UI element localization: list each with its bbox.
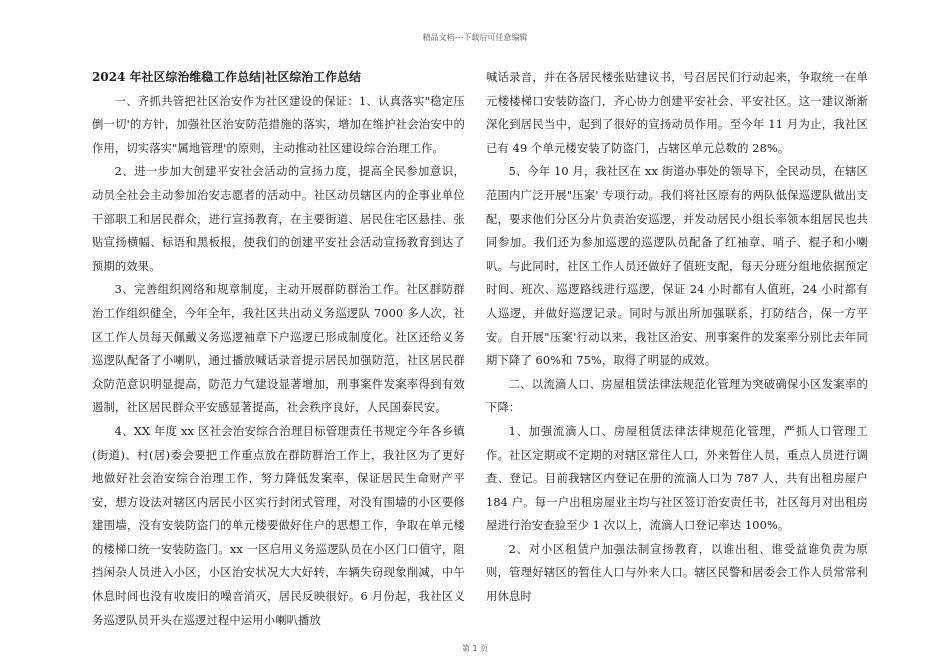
left-column [92,66,465,632]
paragraph: 2、进一步加大创建平安社会活动的宣扬力度，提高全民参加意识，动员全社会主动参加治安志愿者的活动中。社区动员辖区内的企事业单位干部职工和居民群众，进行宣扬教育，在主要街道、居民住宅区悬挂、张贴宣扬横幅、标语和黑板报，使我们的创建平安社会活动宣扬教育到达了预期的效果。 [92,165,465,273]
paragraph: 3、完善组织网络和规章制度，主动开展群防群治工作。社区群防群治工作组织健全，今年全年，我社区共出动义务巡逻队 7000 多人次，社区工作人员每天佩戴义务巡逻袖章下户巡逻已形成制度化。社区还给义务巡逻队配备了小喇叭，通过播放喊话录音提示居民加强防范，社区居民群众防范意识明显提高，防范力气建设显著增加，刑事案件发案率得到有效遏制，社区居民群众平安感显著提高，社会秩序良好，人民国泰民安。 [92,283,465,415]
document-title: 2024 年社区综治维稳工作总结|社区综治工作总结 [92,70,362,84]
paragraph: 1、加强流滴人口、房屋租赁法律法律规范化管理，严抓人口管理工作。社区定期或不定期的对辖区常住人口，外来暂住人员，重点人员进行调查、登记。目前我辖区内登记在册的流滴人口为 787 人，共有出租房屋户 184 户。每一户出租房屋业主均与社区签订治安责任书，社区每月对出租房屋进行治安查验至少 1 次以上，流滴人口登记率达 100%。 [486,424,868,533]
paragraph-continuation: 喊话录音，并在各居民楼张贴建议书，号召居民们行动起来，争取统一在单元楼楼梯口安装防盗门，齐心协力创建平安社会、平安社区。这一建议渐渐深化到居民当中，起到了很好的宣扬动员作用。至今年 11 月为止，我社区已有 49 个单元楼安装了防盗门，占辖区单元总数的 28%。 [486,71,868,155]
section-heading: 二、以流滴人口、房屋租赁法律法规范化管理为突破确保小区发案率的下降： [486,377,868,415]
paragraph: 4、XX 年度 xx 区社会治安综合治理目标管理责任书规定今年各乡镇(街道)、村(居)委会要把工作重点放在群防群治工作上，我社区为了更好地做好社会治安综合治理工作，努力降低发案率，保证居民生命财产平安，想方设法对辖区内居民小区实行封闭式管理，对没有围墙的小区要修建围墙，没有安装防盗门的单元楼要做好住户的思想工作，争取在单元楼的楼梯口统一安装防盗门。xx 一区启用义务巡逻队员在小区门口值守，阻挡闲杂人员进入小区，小区治安状况大大好转，车辆失窃现象削减，中午休息时间也没有收废旧的噪音消灭，居民反映很好。6 月份起，我社区义务巡逻队员开头在巡逻过程中运用小喇叭播放 [92,424,465,627]
paragraph: 5、今年 10 月，我社区在 xx 街道办事处的领导下，全民动员，在辖区范围内广泛开展"压案' 专项行动。我们将社区原有的两队低保巡逻队做出支配，要求他们分区分片负责治安巡逻，并发动居民小组长率领本组居民也共同参加。我们还为参加巡逻的巡逻队员配备了红袖章、哨子、棍子和小喇叭。与此同时，社区工作人员还做好了值班支配，每天分班分组地依据预定时间、班次、巡逻路线进行巡逻，保证 24 小时都有人值班，24 小时都有人巡逻，并做好巡逻记录。同时与派出所加强联系，打防结合，保一方平安。自开展"压案'行动以来，我社区治安、刑事案件的发案率分别比去年同期下降了 60%和 75%，取得了明显的成效。 [486,165,868,368]
right-column [486,66,868,609]
paragraph: 2、对小区租赁户加强法制宣扬教育，以谁出租、谁受益谁负责为原则，管理好辖区的暂住人口与外来人口。辖区民警和居委会工作人员常常利用休息时 [486,542,868,604]
paragraph: 一、齐抓共管把社区治安作为社区建设的保证：1、认真落实"稳定压倒一切'的方针，加强社区治安防范措施的落实，增加在维护社会治安中的作用，切实落实"属地管理'的原则，主动推动社区建设综合治理工作。 [92,94,465,155]
page-number: 第 1 页 [461,644,489,653]
page-header: 精品文档---下载后可任意编辑 [422,33,528,42]
